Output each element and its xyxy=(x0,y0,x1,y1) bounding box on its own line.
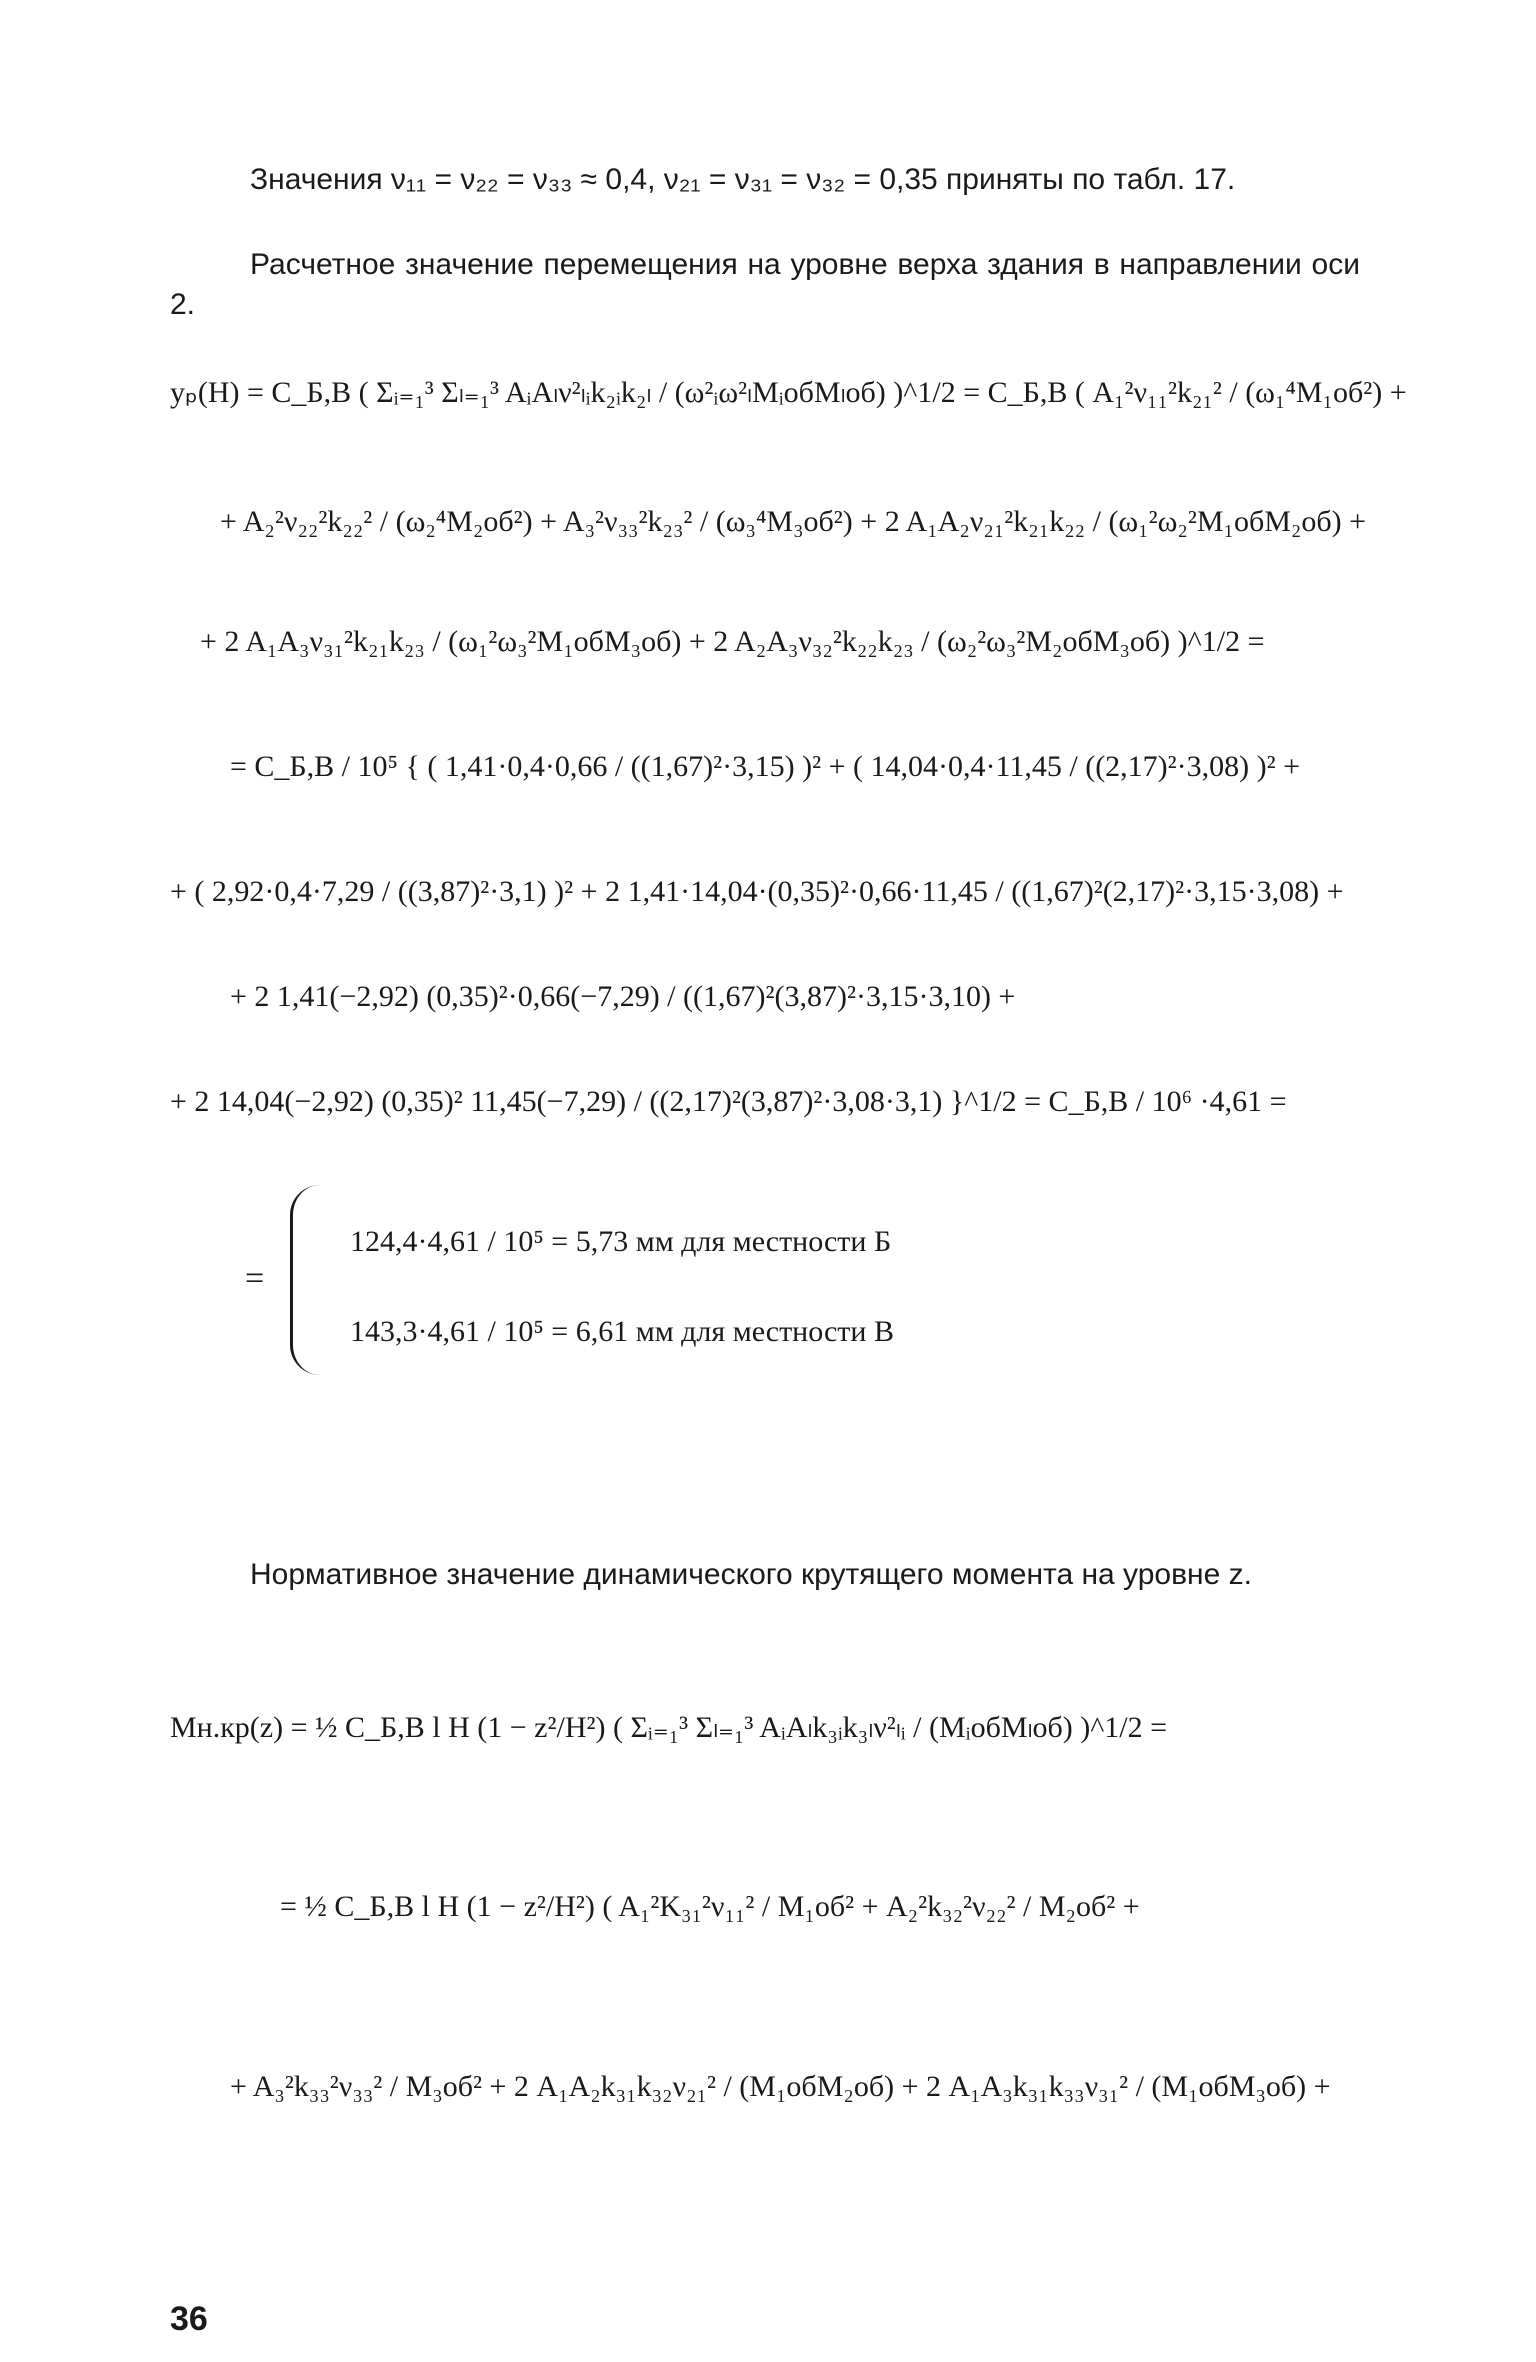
formula-displacement-case-1: 124,4·4,61 / 10⁵ = 5,73 мм для местности Б xyxy=(350,1225,892,1258)
formula-torque-line-2: = ½ C_Б,В l H (1 − z²/H²) ( A₁²K₃₁²ν₁₁² / M₁об² + A₂²k₃₂²ν₂₂² / M₂об² + xyxy=(280,1890,1140,1923)
formula-displacement-line-7: + 2 14,04(−2,92) (0,35)² 11,45(−7,29) / ((2,17)²(3,87)²·3,08·3,1) }^1/2 = C_Б,В / 10⁶ ·4,61 = xyxy=(170,1085,1287,1118)
formula-torque-line-3: + A₃²k₃₃²ν₃₃² / M₃об² + 2 A₁A₂k₃₁k₃₂ν₂₁² / (M₁обM₂об) + 2 A₁A₃k₃₁k₃₃ν₃₁² / (M₁обM₃об) + xyxy=(230,2070,1331,2103)
page xyxy=(170,150,1407,2338)
formula-torque-line-1: Mн.кр(z) = ½ C_Б,В l H (1 − z²/H²) ( Σᵢ₌₁³ Σₗ₌₁³ AᵢAₗk₃ᵢk₃ₗν²ₗᵢ / (MᵢобMₗоб) )^1/2 = xyxy=(170,1711,1168,1744)
page-number: 36 xyxy=(170,2300,208,2338)
formula-displacement-line-3: + 2 A₁A₃ν₃₁²k₂₁k₂₃ / (ω₁²ω₃²M₁обM₃об) + 2 A₂A₃ν₃₂²k₂₂k₂₃ / (ω₂²ω₃²M₂обM₃об) )^1/2 = xyxy=(200,625,1265,658)
intro-paragraph-1: Значения ν₁₁ = ν₂₂ = ν₃₃ ≈ 0,4, ν₂₁ = ν₃₁ = ν₃₂ = 0,35 приняты по табл. 17. xyxy=(250,163,1236,196)
torque-paragraph: Нормативное значение динамического крутящего момента на уровне z. xyxy=(250,1558,1252,1591)
formula-displacement-line-2: + A₂²ν₂₂²k₂₂² / (ω₂⁴M₂об²) + A₃²ν₃₃²k₂₃² / (ω₃⁴M₃об²) + 2 A₁A₂ν₂₁²k₂₁k₂₂ / (ω₁²ω₂²M₁обM₂об) + xyxy=(220,505,1367,538)
formula-displacement-line-6: + 2 1,41(−2,92) (0,35)²·0,66(−7,29) / ((1,67)²(3,87)²·3,15·3,10) + xyxy=(230,980,1016,1013)
case-brace xyxy=(290,1185,333,1375)
formula-displacement-line-4: = C_Б,В / 10⁵ { ( 1,41·0,4·0,66 / ((1,67)²·3,15) )² + ( 14,04·0,4·11,45 / ((2,17)²·3,08) )² + xyxy=(230,750,1301,783)
formula-displacement-case-2: 143,3·4,61 / 10⁵ = 6,61 мм для местности В xyxy=(350,1315,894,1348)
formula-displacement-line-5: + ( 2,92·0,4·7,29 / ((3,87)²·3,1) )² + 2 1,41·14,04·(0,35)²·0,66·11,45 / ((1,67)²(2,17)²·3,15·3,08) + xyxy=(170,875,1344,908)
formula-displacement-line-1: yₚ(H) = C_Б,В ( Σᵢ₌₁³ Σₗ₌₁³ AᵢAₗν²ₗᵢk₂ᵢk₂ₗ / (ω²ᵢω²ₗMᵢобMₗоб) )^1/2 = C_Б,В ( A₁²ν₁₁²k₂₁² / (ω₁⁴M₁об²) + xyxy=(170,376,1407,409)
intro-paragraph-2: Расчетное значение перемещения на уровне верха здания в направлении оси 2. xyxy=(170,248,1360,321)
formula-displacement-equals: = xyxy=(245,1260,265,1297)
